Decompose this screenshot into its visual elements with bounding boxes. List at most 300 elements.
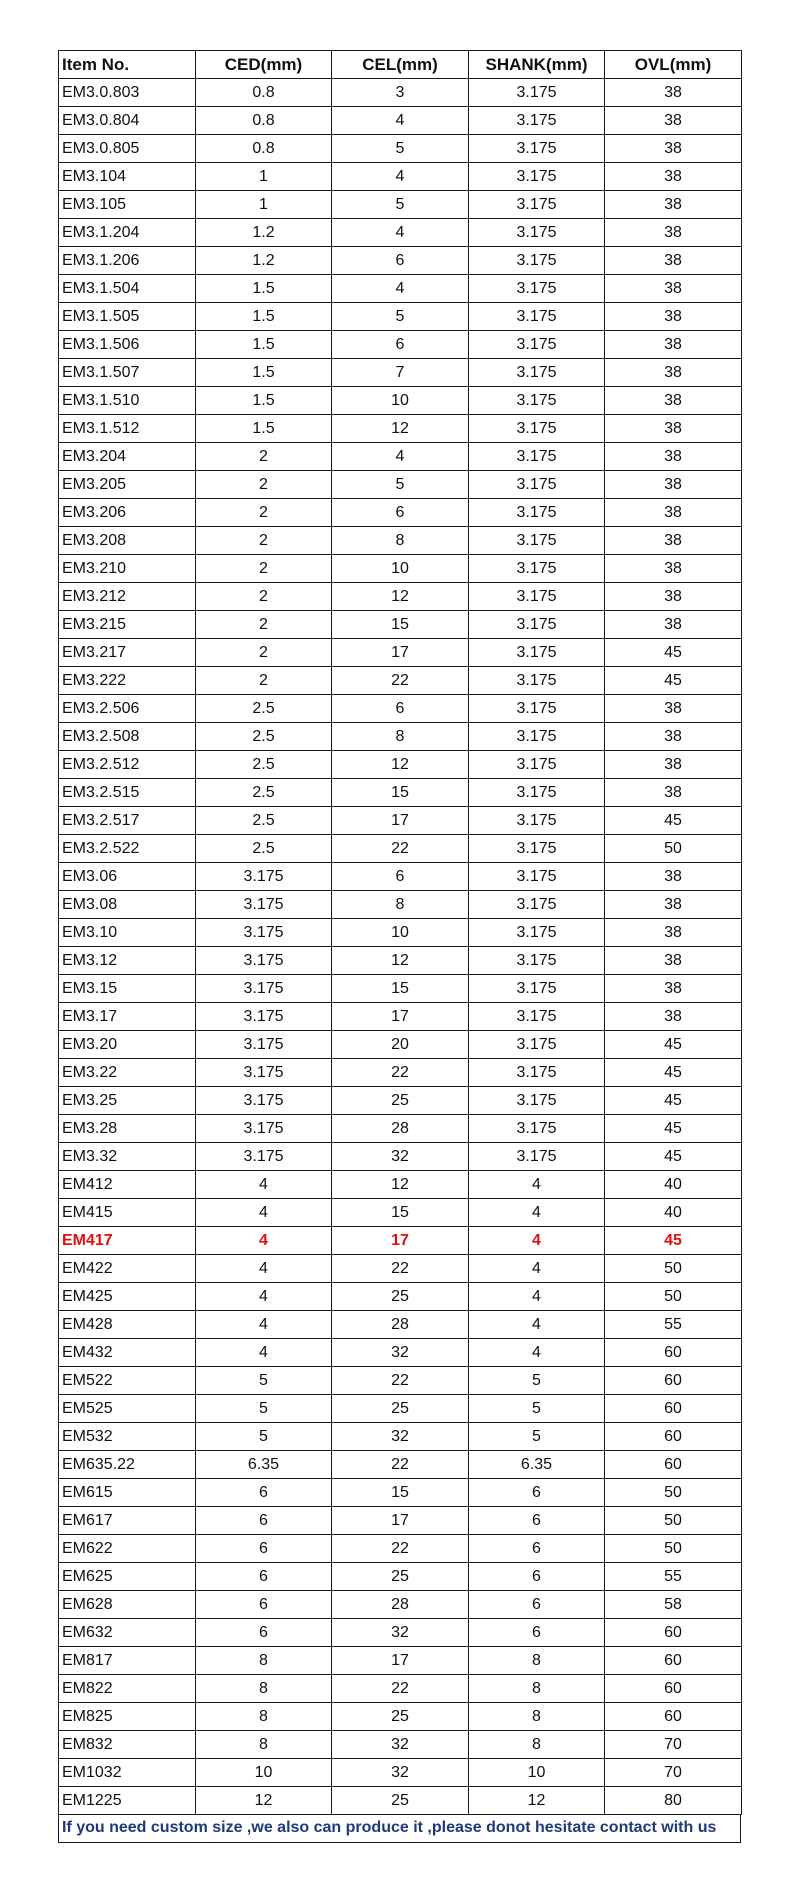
- cell-shank: 8: [469, 1731, 605, 1759]
- cell-item-no: EM3.2.512: [59, 751, 196, 779]
- cell-item-no: EM3.1.507: [59, 359, 196, 387]
- cell-ced: 3.175: [196, 947, 332, 975]
- cell-item-no: EM3.1.504: [59, 275, 196, 303]
- cell-cel: 22: [332, 1451, 469, 1479]
- cell-shank: 4: [469, 1339, 605, 1367]
- cell-shank: 3.175: [469, 751, 605, 779]
- cell-ovl: 38: [605, 1003, 742, 1031]
- cell-cel: 4: [332, 275, 469, 303]
- cell-shank: 3.175: [469, 695, 605, 723]
- cell-shank: 12: [469, 1787, 605, 1815]
- cell-shank: 3.175: [469, 331, 605, 359]
- cell-shank: 3.175: [469, 555, 605, 583]
- cell-shank: 3.175: [469, 303, 605, 331]
- cell-ced: 2: [196, 499, 332, 527]
- table-row: [59, 1675, 742, 1703]
- cell-item-no: EM3.1.506: [59, 331, 196, 359]
- cell-ced: 3.175: [196, 1059, 332, 1087]
- cell-shank: 5: [469, 1395, 605, 1423]
- cell-item-no: EM628: [59, 1591, 196, 1619]
- cell-ovl: 45: [605, 667, 742, 695]
- table-row: [59, 1703, 742, 1731]
- cell-shank: 3.175: [469, 499, 605, 527]
- cell-cel: 32: [332, 1731, 469, 1759]
- cell-cel: 4: [332, 163, 469, 191]
- cell-ovl: 45: [605, 1087, 742, 1115]
- cell-ced: 0.8: [196, 79, 332, 107]
- cell-ced: 6: [196, 1507, 332, 1535]
- cell-ovl: 38: [605, 303, 742, 331]
- table-row: [59, 1563, 742, 1591]
- cell-shank: 4: [469, 1255, 605, 1283]
- cell-item-no: EM625: [59, 1563, 196, 1591]
- table-row: [59, 1283, 742, 1311]
- cell-item-no: EM3.104: [59, 163, 196, 191]
- table-row: [59, 1535, 742, 1563]
- cell-ovl: 50: [605, 1479, 742, 1507]
- cell-shank: 6: [469, 1619, 605, 1647]
- cell-cel: 5: [332, 191, 469, 219]
- cell-ced: 1.5: [196, 331, 332, 359]
- cell-shank: 3.175: [469, 163, 605, 191]
- cell-cel: 12: [332, 415, 469, 443]
- cell-ovl: 55: [605, 1563, 742, 1591]
- cell-item-no: EM3.208: [59, 527, 196, 555]
- cell-shank: 6: [469, 1507, 605, 1535]
- cell-item-no: EM3.215: [59, 611, 196, 639]
- cell-ovl: 38: [605, 527, 742, 555]
- cell-item-no: EM3.22: [59, 1059, 196, 1087]
- cell-ovl: 38: [605, 863, 742, 891]
- cell-ovl: 70: [605, 1759, 742, 1787]
- cell-ovl: 60: [605, 1647, 742, 1675]
- cell-cel: 32: [332, 1619, 469, 1647]
- cell-ovl: 38: [605, 947, 742, 975]
- cell-item-no: EM3.222: [59, 667, 196, 695]
- table-row: [59, 723, 742, 751]
- cell-ced: 6.35: [196, 1451, 332, 1479]
- cell-ovl: 38: [605, 751, 742, 779]
- table-row: [59, 1367, 742, 1395]
- cell-ovl: 38: [605, 555, 742, 583]
- cell-cel: 17: [332, 1647, 469, 1675]
- cell-shank: 3.175: [469, 835, 605, 863]
- cell-shank: 6: [469, 1591, 605, 1619]
- cell-cel: 10: [332, 387, 469, 415]
- table-row: [59, 1619, 742, 1647]
- cell-ovl: 38: [605, 331, 742, 359]
- cell-cel: 10: [332, 555, 469, 583]
- cell-item-no: EM822: [59, 1675, 196, 1703]
- cell-ced: 3.175: [196, 1003, 332, 1031]
- cell-item-no: EM425: [59, 1283, 196, 1311]
- cell-cel: 22: [332, 1367, 469, 1395]
- cell-shank: 3.175: [469, 1003, 605, 1031]
- cell-ovl: 50: [605, 1507, 742, 1535]
- cell-cel: 6: [332, 863, 469, 891]
- cell-shank: 4: [469, 1227, 605, 1255]
- cell-cel: 6: [332, 499, 469, 527]
- cell-cel: 12: [332, 1171, 469, 1199]
- cell-ced: 5: [196, 1423, 332, 1451]
- cell-cel: 12: [332, 751, 469, 779]
- table-row: [59, 135, 742, 163]
- cell-ced: 2: [196, 471, 332, 499]
- table-row: [59, 1311, 742, 1339]
- cell-ovl: 38: [605, 247, 742, 275]
- cell-ced: 8: [196, 1647, 332, 1675]
- cell-shank: 4: [469, 1311, 605, 1339]
- cell-cel: 22: [332, 835, 469, 863]
- table-row: [59, 947, 742, 975]
- table-row: [59, 1255, 742, 1283]
- cell-ced: 3.175: [196, 863, 332, 891]
- cell-ovl: 60: [605, 1675, 742, 1703]
- cell-ovl: 70: [605, 1731, 742, 1759]
- cell-ced: 1.5: [196, 359, 332, 387]
- cell-shank: 3.175: [469, 947, 605, 975]
- cell-ovl: 60: [605, 1339, 742, 1367]
- cell-cel: 15: [332, 1199, 469, 1227]
- cell-item-no: EM3.32: [59, 1143, 196, 1171]
- table-row: [59, 443, 742, 471]
- cell-item-no: EM3.28: [59, 1115, 196, 1143]
- cell-cel: 3: [332, 79, 469, 107]
- cell-cel: 22: [332, 1675, 469, 1703]
- cell-ced: 1: [196, 191, 332, 219]
- cell-item-no: EM3.206: [59, 499, 196, 527]
- cell-shank: 3.175: [469, 779, 605, 807]
- table-row: [59, 303, 742, 331]
- table-row: [59, 555, 742, 583]
- cell-ced: 3.175: [196, 1031, 332, 1059]
- table-row: [59, 1731, 742, 1759]
- cell-ced: 0.8: [196, 107, 332, 135]
- cell-ovl: 40: [605, 1199, 742, 1227]
- cell-ced: 6: [196, 1479, 332, 1507]
- cell-shank: 3.175: [469, 1115, 605, 1143]
- cell-cel: 6: [332, 331, 469, 359]
- cell-ovl: 38: [605, 135, 742, 163]
- cell-ovl: 60: [605, 1395, 742, 1423]
- cell-shank: 6: [469, 1535, 605, 1563]
- cell-cel: 32: [332, 1143, 469, 1171]
- cell-ovl: 38: [605, 919, 742, 947]
- cell-ovl: 38: [605, 723, 742, 751]
- cell-cel: 12: [332, 947, 469, 975]
- cell-ovl: 38: [605, 219, 742, 247]
- table-row: [59, 807, 742, 835]
- cell-ovl: 38: [605, 415, 742, 443]
- cell-shank: 10: [469, 1759, 605, 1787]
- cell-ovl: 38: [605, 471, 742, 499]
- cell-item-no: EM3.20: [59, 1031, 196, 1059]
- cell-shank: 3.175: [469, 807, 605, 835]
- cell-ced: 1.2: [196, 247, 332, 275]
- cell-shank: 3.175: [469, 667, 605, 695]
- cell-cel: 25: [332, 1283, 469, 1311]
- cell-ced: 3.175: [196, 919, 332, 947]
- cell-shank: 6.35: [469, 1451, 605, 1479]
- table-row: [59, 1787, 742, 1815]
- cell-cel: 4: [332, 107, 469, 135]
- cell-item-no: EM3.10: [59, 919, 196, 947]
- cell-shank: 3.175: [469, 527, 605, 555]
- table-row: [59, 1171, 742, 1199]
- cell-cel: 5: [332, 135, 469, 163]
- table-row: [59, 611, 742, 639]
- cell-item-no: EM3.1.505: [59, 303, 196, 331]
- cell-ovl: 38: [605, 191, 742, 219]
- table-row: [59, 863, 742, 891]
- cell-item-no: EM3.2.517: [59, 807, 196, 835]
- cell-item-no: EM622: [59, 1535, 196, 1563]
- cell-item-no: EM3.15: [59, 975, 196, 1003]
- cell-ced: 2.5: [196, 723, 332, 751]
- cell-ovl: 45: [605, 1059, 742, 1087]
- cell-item-no: EM432: [59, 1339, 196, 1367]
- cell-ced: 4: [196, 1283, 332, 1311]
- cell-ced: 0.8: [196, 135, 332, 163]
- cell-item-no: EM825: [59, 1703, 196, 1731]
- cell-cel: 22: [332, 667, 469, 695]
- cell-shank: 5: [469, 1367, 605, 1395]
- cell-shank: 3.175: [469, 1059, 605, 1087]
- cell-ced: 3.175: [196, 975, 332, 1003]
- cell-cel: 4: [332, 443, 469, 471]
- cell-cel: 17: [332, 1003, 469, 1031]
- cell-ovl: 45: [605, 639, 742, 667]
- table-row: [59, 107, 742, 135]
- cell-item-no: EM3.0.804: [59, 107, 196, 135]
- cell-item-no: EM412: [59, 1171, 196, 1199]
- cell-ovl: 50: [605, 1535, 742, 1563]
- cell-shank: 3.175: [469, 611, 605, 639]
- cell-ovl: 38: [605, 891, 742, 919]
- cell-ced: 2.5: [196, 695, 332, 723]
- spec-sheet: [58, 50, 741, 1843]
- cell-ced: 2: [196, 639, 332, 667]
- table-row: [59, 471, 742, 499]
- cell-ced: 2: [196, 611, 332, 639]
- cell-ovl: 45: [605, 807, 742, 835]
- cell-ced: 4: [196, 1255, 332, 1283]
- cell-ced: 6: [196, 1619, 332, 1647]
- cell-shank: 8: [469, 1675, 605, 1703]
- cell-ced: 4: [196, 1171, 332, 1199]
- cell-item-no: EM3.1.510: [59, 387, 196, 415]
- table-row: [59, 1199, 742, 1227]
- cell-cel: 5: [332, 303, 469, 331]
- cell-ced: 2.5: [196, 751, 332, 779]
- table-row: [59, 1395, 742, 1423]
- cell-ced: 10: [196, 1759, 332, 1787]
- cell-ced: 8: [196, 1675, 332, 1703]
- cell-item-no: EM1032: [59, 1759, 196, 1787]
- cell-ovl: 38: [605, 275, 742, 303]
- cell-ced: 1.5: [196, 387, 332, 415]
- cell-ovl: 38: [605, 443, 742, 471]
- table-row: [59, 191, 742, 219]
- cell-cel: 8: [332, 723, 469, 751]
- cell-shank: 3.175: [469, 415, 605, 443]
- cell-ced: 12: [196, 1787, 332, 1815]
- cell-shank: 3.175: [469, 219, 605, 247]
- cell-shank: 4: [469, 1283, 605, 1311]
- table-row: [59, 163, 742, 191]
- cell-item-no: EM615: [59, 1479, 196, 1507]
- table-row: [59, 499, 742, 527]
- table-row: [59, 387, 742, 415]
- header-row: [59, 51, 742, 79]
- cell-shank: 3.175: [469, 891, 605, 919]
- cell-ced: 6: [196, 1535, 332, 1563]
- table-row: [59, 247, 742, 275]
- cell-cel: 20: [332, 1031, 469, 1059]
- table-row: [59, 1591, 742, 1619]
- cell-item-no: EM3.0.805: [59, 135, 196, 163]
- table-row: [59, 527, 742, 555]
- cell-ced: 2: [196, 443, 332, 471]
- cell-shank: 3.175: [469, 359, 605, 387]
- cell-shank: 3.175: [469, 919, 605, 947]
- cell-ced: 2: [196, 583, 332, 611]
- cell-item-no: EM3.06: [59, 863, 196, 891]
- table-body: [59, 79, 742, 1815]
- cell-cel: 32: [332, 1339, 469, 1367]
- cell-item-no: EM632: [59, 1619, 196, 1647]
- table-row: [59, 1339, 742, 1367]
- cell-ced: 6: [196, 1591, 332, 1619]
- cell-ced: 4: [196, 1199, 332, 1227]
- table-row: [59, 415, 742, 443]
- cell-ovl: 50: [605, 835, 742, 863]
- cell-ced: 2: [196, 555, 332, 583]
- cell-cel: 17: [332, 639, 469, 667]
- cell-item-no: EM3.2.515: [59, 779, 196, 807]
- table-row: [59, 1143, 742, 1171]
- cell-ced: 3.175: [196, 1087, 332, 1115]
- cell-ced: 8: [196, 1703, 332, 1731]
- cell-shank: 3.175: [469, 639, 605, 667]
- table-row: [59, 275, 742, 303]
- table-row: [59, 919, 742, 947]
- cell-item-no: EM3.212: [59, 583, 196, 611]
- cell-cel: 15: [332, 975, 469, 1003]
- cell-item-no: EM422: [59, 1255, 196, 1283]
- cell-shank: 4: [469, 1171, 605, 1199]
- cell-cel: 25: [332, 1395, 469, 1423]
- cell-cel: 10: [332, 919, 469, 947]
- cell-ced: 2: [196, 527, 332, 555]
- custom-size-note: If you need custom size ,we also can produce it ,please donot hesitate contact with us: [58, 1815, 741, 1843]
- cell-cel: 25: [332, 1787, 469, 1815]
- cell-cel: 32: [332, 1423, 469, 1451]
- cell-cel: 15: [332, 779, 469, 807]
- table-row: [59, 751, 742, 779]
- column-header-item-no: Item No.: [59, 51, 196, 79]
- table-row: [59, 639, 742, 667]
- size-table: [58, 50, 742, 1815]
- table-row: [59, 1003, 742, 1031]
- cell-cel: 28: [332, 1115, 469, 1143]
- cell-item-no: EM3.210: [59, 555, 196, 583]
- table-row: [59, 359, 742, 387]
- cell-item-no: EM522: [59, 1367, 196, 1395]
- cell-item-no: EM3.25: [59, 1087, 196, 1115]
- cell-shank: 4: [469, 1199, 605, 1227]
- cell-ovl: 45: [605, 1031, 742, 1059]
- cell-ovl: 38: [605, 975, 742, 1003]
- cell-ovl: 55: [605, 1311, 742, 1339]
- cell-shank: 5: [469, 1423, 605, 1451]
- cell-ced: 1.5: [196, 275, 332, 303]
- cell-item-no: EM3.105: [59, 191, 196, 219]
- cell-item-no: EM635.22: [59, 1451, 196, 1479]
- cell-ovl: 40: [605, 1171, 742, 1199]
- cell-cel: 17: [332, 1507, 469, 1535]
- table-row: [59, 1647, 742, 1675]
- table-row: [59, 331, 742, 359]
- table-row: [59, 779, 742, 807]
- cell-cel: 17: [332, 807, 469, 835]
- cell-cel: 28: [332, 1591, 469, 1619]
- table-row: [59, 835, 742, 863]
- cell-item-no: EM1225: [59, 1787, 196, 1815]
- cell-item-no: EM525: [59, 1395, 196, 1423]
- table-row: [59, 219, 742, 247]
- cell-cel: 7: [332, 359, 469, 387]
- cell-cel: 25: [332, 1087, 469, 1115]
- cell-item-no: EM428: [59, 1311, 196, 1339]
- cell-shank: 3.175: [469, 79, 605, 107]
- cell-item-no: EM3.2.508: [59, 723, 196, 751]
- cell-shank: 3.175: [469, 443, 605, 471]
- cell-cel: 28: [332, 1311, 469, 1339]
- cell-cel: 6: [332, 695, 469, 723]
- cell-cel: 8: [332, 527, 469, 555]
- cell-ced: 2.5: [196, 779, 332, 807]
- cell-cel: 6: [332, 247, 469, 275]
- cell-ovl: 38: [605, 779, 742, 807]
- table-row: [59, 975, 742, 1003]
- cell-ced: 1: [196, 163, 332, 191]
- cell-item-no: EM3.205: [59, 471, 196, 499]
- cell-cel: 12: [332, 583, 469, 611]
- cell-cel: 17: [332, 1227, 469, 1255]
- cell-shank: 6: [469, 1479, 605, 1507]
- cell-ced: 3.175: [196, 1143, 332, 1171]
- column-header-shank: SHANK(mm): [469, 51, 605, 79]
- cell-item-no: EM3.2.506: [59, 695, 196, 723]
- cell-shank: 3.175: [469, 247, 605, 275]
- cell-ovl: 45: [605, 1227, 742, 1255]
- table-row: [59, 1115, 742, 1143]
- cell-ced: 4: [196, 1227, 332, 1255]
- cell-shank: 3.175: [469, 1143, 605, 1171]
- cell-item-no: EM3.1.204: [59, 219, 196, 247]
- cell-ovl: 38: [605, 611, 742, 639]
- cell-shank: 3.175: [469, 107, 605, 135]
- cell-ced: 8: [196, 1731, 332, 1759]
- table-row: [59, 695, 742, 723]
- cell-ovl: 38: [605, 387, 742, 415]
- cell-ovl: 38: [605, 695, 742, 723]
- cell-ovl: 38: [605, 107, 742, 135]
- cell-item-no: EM3.2.522: [59, 835, 196, 863]
- column-header-ovl: OVL(mm): [605, 51, 742, 79]
- cell-ced: 1.5: [196, 303, 332, 331]
